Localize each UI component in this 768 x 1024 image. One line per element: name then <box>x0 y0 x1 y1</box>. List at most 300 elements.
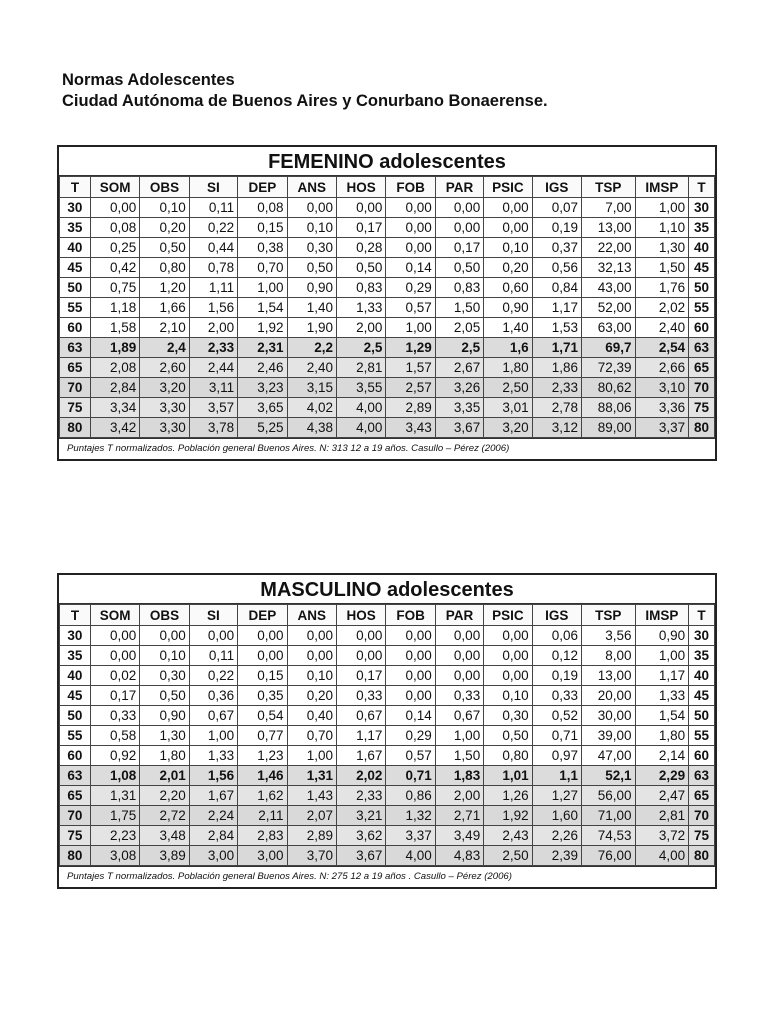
value-cell: 2,89 <box>287 826 336 846</box>
value-cell: 3,37 <box>386 826 435 846</box>
t-score-cell: 63 <box>60 766 91 786</box>
column-header: SI <box>189 177 237 198</box>
value-cell: 1,17 <box>532 298 581 318</box>
column-header: DEP <box>238 605 287 626</box>
value-cell: 1,00 <box>386 318 435 338</box>
value-cell: 1,23 <box>238 746 287 766</box>
value-cell: 0,00 <box>386 666 435 686</box>
value-cell: 0,30 <box>484 706 532 726</box>
t-score-cell-right: 45 <box>689 258 715 278</box>
header-row <box>60 605 715 626</box>
t-score-cell-right: 30 <box>689 626 715 646</box>
value-cell: 1,56 <box>189 766 237 786</box>
value-cell: 1,46 <box>238 766 287 786</box>
value-cell: 1,31 <box>287 766 336 786</box>
table-row <box>60 706 715 726</box>
column-header: PAR <box>435 605 483 626</box>
value-cell: 0,10 <box>484 686 532 706</box>
table-row <box>60 666 715 686</box>
table-row <box>60 846 715 866</box>
column-header: OBS <box>140 177 189 198</box>
t-score-cell: 65 <box>60 358 91 378</box>
value-cell: 2,24 <box>189 806 237 826</box>
value-cell: 2,54 <box>635 338 689 358</box>
column-header: TSP <box>582 605 636 626</box>
value-cell: 4,38 <box>287 418 336 438</box>
value-cell: 0,14 <box>386 258 435 278</box>
value-cell: 0,00 <box>435 666 483 686</box>
t-score-cell-right: 50 <box>689 706 715 726</box>
value-cell: 0,22 <box>189 666 237 686</box>
heading-line-1: Normas Adolescentes <box>62 71 235 89</box>
column-header: T <box>60 605 91 626</box>
column-header: T <box>689 177 715 198</box>
value-cell: 0,33 <box>336 686 385 706</box>
value-cell: 2,81 <box>635 806 689 826</box>
value-cell: 3,35 <box>435 398 483 418</box>
value-cell: 0,90 <box>635 626 689 646</box>
value-cell: 0,00 <box>386 626 435 646</box>
value-cell: 1,00 <box>435 726 483 746</box>
value-cell: 3,26 <box>435 378 483 398</box>
value-cell: 1,40 <box>484 318 532 338</box>
value-cell: 2,00 <box>336 318 385 338</box>
t-score-cell: 80 <box>60 846 91 866</box>
t-score-cell: 35 <box>60 646 91 666</box>
table-row <box>60 646 715 666</box>
value-cell: 1,60 <box>532 806 581 826</box>
value-cell: 3,48 <box>140 826 189 846</box>
value-cell: 0,00 <box>386 218 435 238</box>
value-cell: 3,34 <box>90 398 139 418</box>
column-header: TSP <box>582 177 636 198</box>
value-cell: 3,00 <box>238 846 287 866</box>
value-cell: 1,67 <box>189 786 237 806</box>
value-cell: 7,00 <box>582 198 636 218</box>
value-cell: 2,4 <box>140 338 189 358</box>
value-cell: 0,60 <box>484 278 532 298</box>
t-score-cell-right: 35 <box>689 218 715 238</box>
t-score-cell-right: 55 <box>689 726 715 746</box>
value-cell: 0,19 <box>532 666 581 686</box>
table-row <box>60 378 715 398</box>
t-score-cell: 60 <box>60 318 91 338</box>
table-row <box>60 686 715 706</box>
value-cell: 2,14 <box>635 746 689 766</box>
masculino-footnote: Puntajes T normalizados. Población general Buenos Aires. N: 275 12 a 19 años . Casullo – Pérez (2006) <box>59 866 715 887</box>
value-cell: 0,30 <box>287 238 336 258</box>
femenino-norms-table <box>57 145 717 461</box>
value-cell: 1,50 <box>635 258 689 278</box>
value-cell: 2,07 <box>287 806 336 826</box>
t-score-cell-right: 40 <box>689 666 715 686</box>
header-row <box>60 177 715 198</box>
value-cell: 2,00 <box>189 318 237 338</box>
value-cell: 4,00 <box>336 398 385 418</box>
value-cell: 0,00 <box>484 646 532 666</box>
value-cell: 1,71 <box>532 338 581 358</box>
column-header: PSIC <box>484 177 532 198</box>
value-cell: 5,25 <box>238 418 287 438</box>
value-cell: 1,1 <box>532 766 581 786</box>
value-cell: 0,75 <box>90 278 139 298</box>
value-cell: 0,00 <box>484 198 532 218</box>
value-cell: 0,08 <box>90 218 139 238</box>
value-cell: 0,20 <box>484 258 532 278</box>
value-cell: 0,00 <box>484 626 532 646</box>
t-score-cell-right: 60 <box>689 746 715 766</box>
column-header: IMSP <box>635 177 689 198</box>
value-cell: 0,36 <box>189 686 237 706</box>
value-cell: 0,50 <box>336 258 385 278</box>
t-score-cell-right: 70 <box>689 378 715 398</box>
t-score-cell-right: 35 <box>689 646 715 666</box>
value-cell: 3,57 <box>189 398 237 418</box>
value-cell: 1,33 <box>336 298 385 318</box>
value-cell: 3,00 <box>189 846 237 866</box>
masculino-norms-table <box>57 573 717 889</box>
value-cell: 1,6 <box>484 338 532 358</box>
value-cell: 0,25 <box>90 238 139 258</box>
value-cell: 1,56 <box>189 298 237 318</box>
value-cell: 2,43 <box>484 826 532 846</box>
value-cell: 3,49 <box>435 826 483 846</box>
t-score-cell: 60 <box>60 746 91 766</box>
value-cell: 3,36 <box>635 398 689 418</box>
value-cell: 0,12 <box>532 646 581 666</box>
value-cell: 0,83 <box>435 278 483 298</box>
table-row <box>60 398 715 418</box>
value-cell: 3,70 <box>287 846 336 866</box>
femenino-footnote: Puntajes T normalizados. Población general Buenos Aires. N: 313 12 a 19 años. Casullo – Pérez (2006) <box>59 438 715 459</box>
value-cell: 0,78 <box>189 258 237 278</box>
value-cell: 0,00 <box>287 626 336 646</box>
value-cell: 2,66 <box>635 358 689 378</box>
t-score-cell-right: 60 <box>689 318 715 338</box>
value-cell: 3,62 <box>336 826 385 846</box>
table-row <box>60 338 715 358</box>
value-cell: 2,40 <box>287 358 336 378</box>
table-row <box>60 238 715 258</box>
value-cell: 2,67 <box>435 358 483 378</box>
value-cell: 0,15 <box>238 218 287 238</box>
value-cell: 2,47 <box>635 786 689 806</box>
value-cell: 13,00 <box>582 666 636 686</box>
column-header: HOS <box>336 177 385 198</box>
value-cell: 4,00 <box>635 846 689 866</box>
value-cell: 0,00 <box>484 666 532 686</box>
value-cell: 4,02 <box>287 398 336 418</box>
value-cell: 1,33 <box>635 686 689 706</box>
value-cell: 3,78 <box>189 418 237 438</box>
value-cell: 0,00 <box>435 626 483 646</box>
table-row <box>60 746 715 766</box>
value-cell: 0,00 <box>386 646 435 666</box>
value-cell: 0,50 <box>287 258 336 278</box>
value-cell: 1,26 <box>484 786 532 806</box>
value-cell: 0,30 <box>140 666 189 686</box>
value-cell: 0,10 <box>140 198 189 218</box>
t-score-cell: 30 <box>60 198 91 218</box>
column-header: HOS <box>336 605 385 626</box>
value-cell: 2,40 <box>635 318 689 338</box>
value-cell: 1,80 <box>140 746 189 766</box>
value-cell: 0,00 <box>287 198 336 218</box>
value-cell: 4,00 <box>386 846 435 866</box>
value-cell: 2,5 <box>435 338 483 358</box>
table-row <box>60 358 715 378</box>
value-cell: 0,54 <box>238 706 287 726</box>
value-cell: 0,00 <box>435 646 483 666</box>
value-cell: 1,92 <box>238 318 287 338</box>
value-cell: 0,84 <box>532 278 581 298</box>
value-cell: 3,72 <box>635 826 689 846</box>
value-cell: 1,58 <box>90 318 139 338</box>
value-cell: 2,29 <box>635 766 689 786</box>
value-cell: 1,32 <box>386 806 435 826</box>
value-cell: 63,00 <box>582 318 636 338</box>
value-cell: 0,00 <box>386 686 435 706</box>
table-row <box>60 198 715 218</box>
value-cell: 1,66 <box>140 298 189 318</box>
value-cell: 0,29 <box>386 726 435 746</box>
value-cell: 2,33 <box>189 338 237 358</box>
value-cell: 1,31 <box>90 786 139 806</box>
value-cell: 0,00 <box>386 238 435 258</box>
t-score-cell: 35 <box>60 218 91 238</box>
value-cell: 32,13 <box>582 258 636 278</box>
value-cell: 2,84 <box>90 378 139 398</box>
value-cell: 2,50 <box>484 378 532 398</box>
value-cell: 3,01 <box>484 398 532 418</box>
value-cell: 2,26 <box>532 826 581 846</box>
value-cell: 1,00 <box>189 726 237 746</box>
value-cell: 3,56 <box>582 626 636 646</box>
value-cell: 0,28 <box>336 238 385 258</box>
value-cell: 1,83 <box>435 766 483 786</box>
table-row <box>60 786 715 806</box>
t-score-cell-right: 75 <box>689 398 715 418</box>
value-cell: 0,70 <box>287 726 336 746</box>
value-cell: 0,00 <box>238 626 287 646</box>
value-cell: 39,00 <box>582 726 636 746</box>
value-cell: 1,27 <box>532 786 581 806</box>
value-cell: 1,67 <box>336 746 385 766</box>
column-header: ANS <box>287 177 336 198</box>
value-cell: 0,14 <box>386 706 435 726</box>
value-cell: 4,83 <box>435 846 483 866</box>
value-cell: 1,08 <box>90 766 139 786</box>
value-cell: 0,08 <box>238 198 287 218</box>
value-cell: 20,00 <box>582 686 636 706</box>
value-cell: 1,53 <box>532 318 581 338</box>
value-cell: 1,00 <box>635 198 689 218</box>
t-score-cell-right: 63 <box>689 766 715 786</box>
value-cell: 0,07 <box>532 198 581 218</box>
value-cell: 1,33 <box>189 746 237 766</box>
value-cell: 8,00 <box>582 646 636 666</box>
document-heading <box>62 70 742 112</box>
value-cell: 1,00 <box>287 746 336 766</box>
value-cell: 2,33 <box>532 378 581 398</box>
value-cell: 3,43 <box>386 418 435 438</box>
column-header: SOM <box>90 605 139 626</box>
table-row <box>60 318 715 338</box>
femenino-grid <box>59 176 715 438</box>
value-cell: 0,00 <box>435 218 483 238</box>
value-cell: 30,00 <box>582 706 636 726</box>
table-row <box>60 258 715 278</box>
value-cell: 0,00 <box>336 198 385 218</box>
value-cell: 0,40 <box>287 706 336 726</box>
t-score-cell: 55 <box>60 298 91 318</box>
value-cell: 89,00 <box>582 418 636 438</box>
value-cell: 0,56 <box>532 258 581 278</box>
value-cell: 3,23 <box>238 378 287 398</box>
value-cell: 0,52 <box>532 706 581 726</box>
t-score-cell: 63 <box>60 338 91 358</box>
t-score-cell: 45 <box>60 686 91 706</box>
value-cell: 4,00 <box>336 418 385 438</box>
value-cell: 2,11 <box>238 806 287 826</box>
value-cell: 0,70 <box>238 258 287 278</box>
value-cell: 0,20 <box>140 218 189 238</box>
value-cell: 0,00 <box>435 198 483 218</box>
value-cell: 0,57 <box>386 298 435 318</box>
value-cell: 1,00 <box>635 646 689 666</box>
value-cell: 0,33 <box>90 706 139 726</box>
value-cell: 0,50 <box>140 686 189 706</box>
t-score-cell: 55 <box>60 726 91 746</box>
column-header: T <box>689 605 715 626</box>
column-header: OBS <box>140 605 189 626</box>
value-cell: 2,72 <box>140 806 189 826</box>
value-cell: 2,44 <box>189 358 237 378</box>
value-cell: 0,90 <box>140 706 189 726</box>
column-header: SOM <box>90 177 139 198</box>
value-cell: 0,00 <box>336 646 385 666</box>
value-cell: 0,10 <box>484 238 532 258</box>
value-cell: 13,00 <box>582 218 636 238</box>
value-cell: 3,55 <box>336 378 385 398</box>
t-score-cell-right: 75 <box>689 826 715 846</box>
value-cell: 1,17 <box>336 726 385 746</box>
t-score-cell: 75 <box>60 398 91 418</box>
value-cell: 3,12 <box>532 418 581 438</box>
value-cell: 1,76 <box>635 278 689 298</box>
t-score-cell-right: 40 <box>689 238 715 258</box>
value-cell: 0,10 <box>140 646 189 666</box>
value-cell: 2,23 <box>90 826 139 846</box>
heading-line-2: Ciudad Autónoma de Buenos Aires y Conurbano Bonaerense. <box>62 92 548 110</box>
value-cell: 0,02 <box>90 666 139 686</box>
value-cell: 3,89 <box>140 846 189 866</box>
value-cell: 1,30 <box>635 238 689 258</box>
column-header: PSIC <box>484 605 532 626</box>
value-cell: 2,31 <box>238 338 287 358</box>
value-cell: 1,50 <box>435 298 483 318</box>
column-header: IGS <box>532 177 581 198</box>
value-cell: 0,92 <box>90 746 139 766</box>
value-cell: 2,02 <box>635 298 689 318</box>
value-cell: 2,33 <box>336 786 385 806</box>
t-score-cell-right: 45 <box>689 686 715 706</box>
column-header: FOB <box>386 177 435 198</box>
value-cell: 3,15 <box>287 378 336 398</box>
value-cell: 3,11 <box>189 378 237 398</box>
value-cell: 0,71 <box>532 726 581 746</box>
value-cell: 3,67 <box>435 418 483 438</box>
value-cell: 2,39 <box>532 846 581 866</box>
value-cell: 0,33 <box>532 686 581 706</box>
t-score-cell-right: 50 <box>689 278 715 298</box>
value-cell: 0,38 <box>238 238 287 258</box>
value-cell: 0,50 <box>435 258 483 278</box>
value-cell: 1,10 <box>635 218 689 238</box>
value-cell: 88,06 <box>582 398 636 418</box>
value-cell: 0,00 <box>336 626 385 646</box>
value-cell: 1,30 <box>140 726 189 746</box>
value-cell: 1,75 <box>90 806 139 826</box>
value-cell: 0,17 <box>435 238 483 258</box>
value-cell: 52,1 <box>582 766 636 786</box>
t-score-cell: 75 <box>60 826 91 846</box>
value-cell: 0,97 <box>532 746 581 766</box>
value-cell: 1,90 <box>287 318 336 338</box>
value-cell: 52,00 <box>582 298 636 318</box>
value-cell: 71,00 <box>582 806 636 826</box>
value-cell: 2,01 <box>140 766 189 786</box>
value-cell: 3,65 <box>238 398 287 418</box>
value-cell: 2,02 <box>336 766 385 786</box>
value-cell: 3,42 <box>90 418 139 438</box>
value-cell: 0,00 <box>238 646 287 666</box>
value-cell: 0,90 <box>287 278 336 298</box>
t-score-cell: 30 <box>60 626 91 646</box>
value-cell: 0,00 <box>484 218 532 238</box>
value-cell: 72,39 <box>582 358 636 378</box>
value-cell: 2,10 <box>140 318 189 338</box>
value-cell: 2,08 <box>90 358 139 378</box>
value-cell: 0,33 <box>435 686 483 706</box>
value-cell: 3,20 <box>140 378 189 398</box>
value-cell: 1,18 <box>90 298 139 318</box>
value-cell: 3,37 <box>635 418 689 438</box>
table-row <box>60 766 715 786</box>
value-cell: 0,77 <box>238 726 287 746</box>
masculino-grid <box>59 604 715 866</box>
value-cell: 2,81 <box>336 358 385 378</box>
value-cell: 3,20 <box>484 418 532 438</box>
value-cell: 1,86 <box>532 358 581 378</box>
value-cell: 0,00 <box>140 626 189 646</box>
value-cell: 0,67 <box>189 706 237 726</box>
value-cell: 80,62 <box>582 378 636 398</box>
value-cell: 0,83 <box>336 278 385 298</box>
table-row <box>60 826 715 846</box>
table-row <box>60 298 715 318</box>
value-cell: 0,10 <box>287 666 336 686</box>
value-cell: 0,00 <box>287 646 336 666</box>
value-cell: 2,00 <box>435 786 483 806</box>
value-cell: 0,17 <box>336 666 385 686</box>
value-cell: 1,80 <box>484 358 532 378</box>
value-cell: 0,42 <box>90 258 139 278</box>
value-cell: 47,00 <box>582 746 636 766</box>
value-cell: 0,00 <box>386 198 435 218</box>
value-cell: 22,00 <box>582 238 636 258</box>
t-score-cell: 80 <box>60 418 91 438</box>
